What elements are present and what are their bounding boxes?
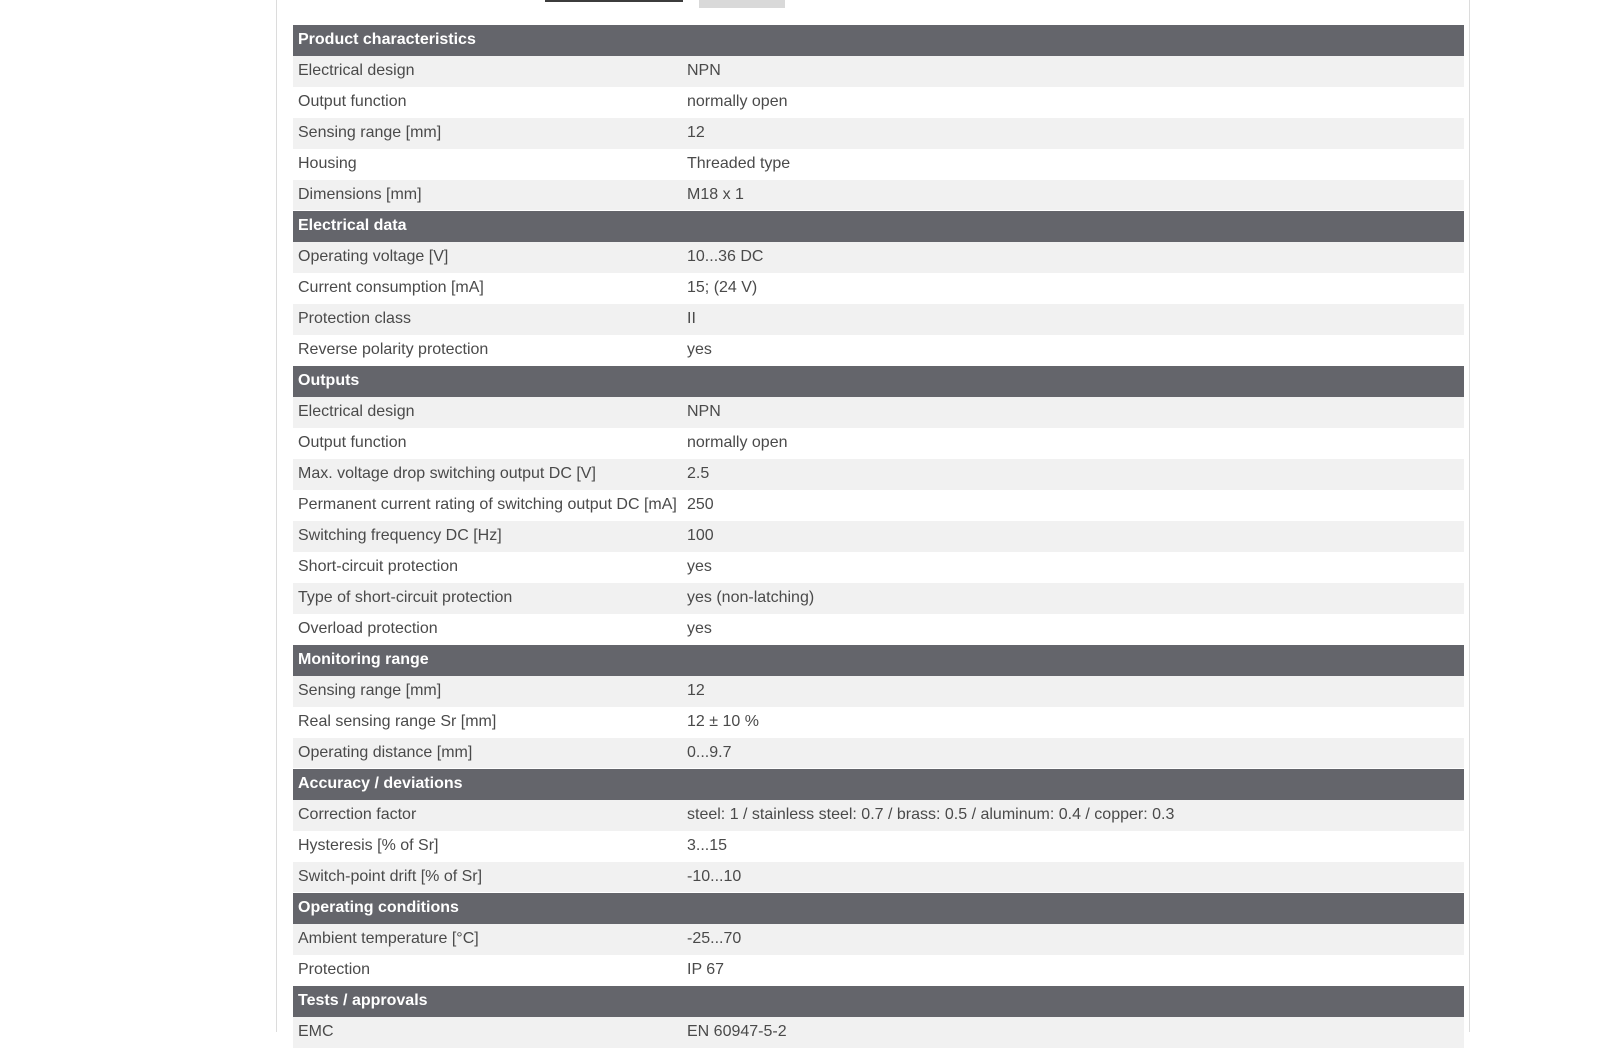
spec-label: EMC	[293, 1017, 683, 1048]
spec-label: Housing	[293, 149, 683, 180]
table-row	[293, 180, 1464, 211]
spec-label: Ambient temperature [°C]	[293, 924, 683, 955]
table-row	[293, 707, 1464, 738]
table-row	[293, 459, 1464, 490]
spec-label: Protection	[293, 955, 683, 986]
table-row	[293, 490, 1464, 521]
spec-value: IP 67	[683, 955, 1464, 986]
section-title: Accuracy / deviations	[293, 769, 1464, 800]
table-row	[293, 800, 1464, 831]
spec-value: 2.5	[683, 459, 1464, 490]
spec-label: Sensing range [mm]	[293, 118, 683, 149]
spec-label: Correction factor	[293, 800, 683, 831]
spec-label: Short-circuit protection	[293, 552, 683, 583]
table-row	[293, 1017, 1464, 1048]
section-header-row	[293, 769, 1464, 800]
table-row	[293, 118, 1464, 149]
spec-label: Real sensing range Sr [mm]	[293, 707, 683, 738]
spec-label: Operating distance [mm]	[293, 738, 683, 769]
section-header-row	[293, 366, 1464, 397]
spec-value: NPN	[683, 397, 1464, 428]
spec-label: Output function	[293, 87, 683, 118]
table-row	[293, 521, 1464, 552]
table-row	[293, 87, 1464, 118]
spec-label: Output function	[293, 428, 683, 459]
spec-value: 12	[683, 676, 1464, 707]
spec-label: Operating voltage [V]	[293, 242, 683, 273]
table-row	[293, 924, 1464, 955]
spec-table-body	[293, 25, 1464, 1048]
spec-label: Type of short-circuit protection	[293, 583, 683, 614]
table-row	[293, 273, 1464, 304]
section-title: Electrical data	[293, 211, 1464, 242]
spec-label: Electrical design	[293, 56, 683, 87]
spec-label: Hysteresis [% of Sr]	[293, 831, 683, 862]
spec-label: Dimensions [mm]	[293, 180, 683, 211]
tab-button[interactable]	[699, 0, 785, 8]
spec-label: Switching frequency DC [Hz]	[293, 521, 683, 552]
spec-value: 3...15	[683, 831, 1464, 862]
table-row	[293, 676, 1464, 707]
spec-table	[293, 24, 1464, 1048]
table-row	[293, 149, 1464, 180]
spec-value: yes	[683, 614, 1464, 645]
spec-value: Threaded type	[683, 149, 1464, 180]
spec-label: Overload protection	[293, 614, 683, 645]
table-row	[293, 428, 1464, 459]
table-row	[293, 862, 1464, 893]
spec-label: Sensing range [mm]	[293, 676, 683, 707]
spec-value: 250	[683, 490, 1464, 521]
table-row	[293, 955, 1464, 986]
spec-value: 100	[683, 521, 1464, 552]
spec-label: Max. voltage drop switching output DC [V]	[293, 459, 683, 490]
tab-underline[interactable]	[545, 0, 683, 2]
section-header-row	[293, 645, 1464, 676]
spec-value: 15; (24 V)	[683, 273, 1464, 304]
table-row	[293, 614, 1464, 645]
table-row	[293, 397, 1464, 428]
spec-value: yes	[683, 335, 1464, 366]
section-title: Outputs	[293, 366, 1464, 397]
spec-value: 0...9.7	[683, 738, 1464, 769]
spec-value: -10...10	[683, 862, 1464, 893]
table-row	[293, 552, 1464, 583]
section-title: Product characteristics	[293, 25, 1464, 56]
spec-value: 12	[683, 118, 1464, 149]
spec-label: Switch-point drift [% of Sr]	[293, 862, 683, 893]
spec-value: 10...36 DC	[683, 242, 1464, 273]
table-row	[293, 335, 1464, 366]
spec-label: Permanent current rating of switching output DC [mA]	[293, 490, 683, 521]
spec-value: yes	[683, 552, 1464, 583]
spec-label: Reverse polarity protection	[293, 335, 683, 366]
spec-label: Protection class	[293, 304, 683, 335]
table-row	[293, 583, 1464, 614]
spec-label: Current consumption [mA]	[293, 273, 683, 304]
section-header-row	[293, 893, 1464, 924]
spec-value: NPN	[683, 56, 1464, 87]
spec-value: steel: 1 / stainless steel: 0.7 / brass: 0.5 / aluminum: 0.4 / copper: 0.3	[683, 800, 1464, 831]
spec-value: EN 60947-5-2	[683, 1017, 1464, 1048]
spec-value: normally open	[683, 87, 1464, 118]
section-title: Operating conditions	[293, 893, 1464, 924]
table-row	[293, 738, 1464, 769]
spec-value: II	[683, 304, 1464, 335]
section-header-row	[293, 986, 1464, 1017]
section-title: Tests / approvals	[293, 986, 1464, 1017]
spec-value: normally open	[683, 428, 1464, 459]
spec-value: -25...70	[683, 924, 1464, 955]
table-row	[293, 56, 1464, 87]
section-header-row	[293, 25, 1464, 56]
section-header-row	[293, 211, 1464, 242]
spec-value: yes (non-latching)	[683, 583, 1464, 614]
table-row	[293, 831, 1464, 862]
spec-value: 12 ± 10 %	[683, 707, 1464, 738]
section-title: Monitoring range	[293, 645, 1464, 676]
spec-value: M18 x 1	[683, 180, 1464, 211]
spec-label: Electrical design	[293, 397, 683, 428]
table-row	[293, 242, 1464, 273]
table-row	[293, 304, 1464, 335]
